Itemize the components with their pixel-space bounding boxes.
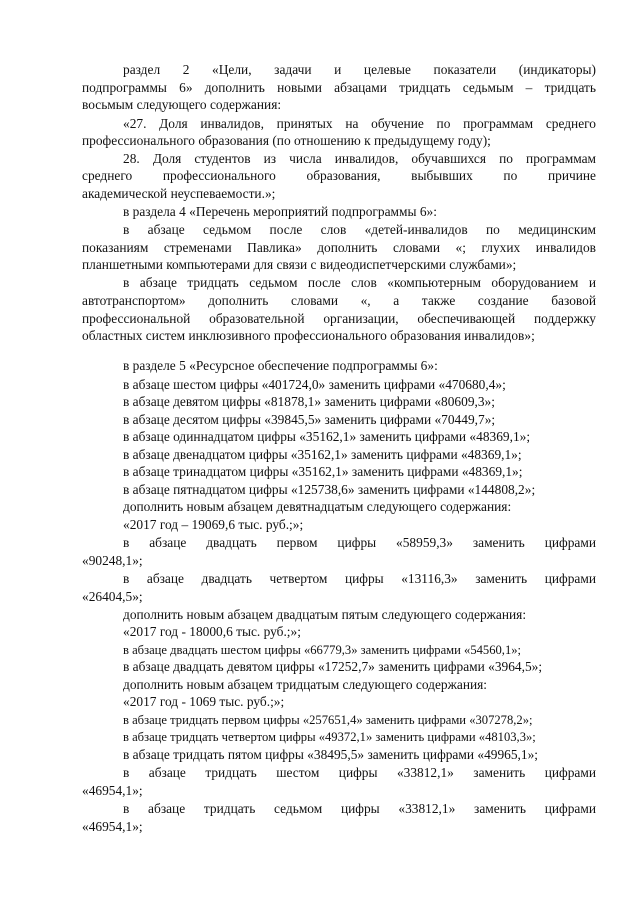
text-line: областных систем инклюзивного профессионального образования инвалидов»; <box>82 328 535 343</box>
text-line: профессиональной образовательной организации, обеспечивающей поддержку <box>82 311 596 326</box>
text-line: в абзаце десятом цифры «39845,5» заменить цифрами «70449,7»; <box>123 412 496 427</box>
text-line: в абзаце седьмом после слов «детей-инвалидов по медицинским <box>123 222 596 237</box>
text-line: в абзаце двадцать шестом цифры «66779,3» заменить цифрами «54560,1»; <box>123 643 522 657</box>
text-line: планшетными компьютерами для связи с видеодиспетчерскими службами»; <box>82 257 517 272</box>
text-line: профессионального образования (по отношению к предыдущему году); <box>82 133 491 148</box>
text-line: в абзаце тридцать седьмом цифры «33812,1» заменить цифрами <box>123 801 596 816</box>
text-line: показаниям стременами Павлика» дополнить словами «; глухих инвалидов <box>82 240 596 255</box>
text-line: в абзаце тридцать четвертом цифры «49372,1» заменить цифрами «48103,3»; <box>123 730 536 744</box>
text-line: в абзаце тридцать первом цифры «257651,4» заменить цифрами «307278,2»; <box>123 713 533 727</box>
text-line: дополнить новым абзацем девятнадцатым следующего содержания: <box>123 499 512 514</box>
text-line: в абзаце тринадцатом цифры «35162,1» заменить цифрами «48369,1»; <box>123 464 523 479</box>
text-line: в абзаце двадцать четвертом цифры «13116,3» заменить цифрами <box>123 571 596 586</box>
text-line: в разделе 5 «Ресурсное обеспечение подпрограммы 6»: <box>123 358 438 373</box>
text-line: автотранспортом» дополнить словами «, а также создание базовой <box>82 293 596 308</box>
text-line: дополнить новым абзацем двадцатым пятым следующего содержания: <box>123 607 527 622</box>
text-line: в абзаце двенадцатом цифры «35162,1» заменить цифрами «48369,1»; <box>123 447 522 462</box>
text-line: «2017 год – 19069,6 тыс. руб.;»; <box>123 517 304 532</box>
text-line: в абзаце двадцать девятом цифры «17252,7» заменить цифрами «3964,5»; <box>123 659 543 674</box>
text-line: «2017 год - 1069 тыс. руб.;»; <box>123 694 285 709</box>
text-line: раздел 2 «Цели, задачи и целевые показатели (индикаторы) <box>123 62 596 77</box>
text-line: в абзаце тридцать седьмом после слов «компьютерным оборудованием и <box>123 275 596 290</box>
text-line: «46954,1»; <box>82 783 143 798</box>
text-line: «90248,1»; <box>82 553 143 568</box>
text-line: в абзаце тридцать пятом цифры «38495,5» заменить цифрами «49965,1»; <box>123 747 538 762</box>
text-line: «46954,1»; <box>82 819 143 834</box>
text-line: дополнить новым абзацем тридцатым следующего содержания: <box>123 677 488 692</box>
text-line: «27. Доля инвалидов, принятых на обучение по программам среднего <box>123 116 596 131</box>
text-line: «26404,5»; <box>82 589 143 604</box>
text-line: 28. Доля студентов из числа инвалидов, обучавшихся по программам <box>123 151 596 166</box>
text-line: академической неуспеваемости.»; <box>82 186 276 201</box>
text-line: среднего профессионального образования, выбывших по причине <box>82 168 596 183</box>
text-line: в абзаце пятнадцатом цифры «125738,6» заменить цифрами «144808,2»; <box>123 482 536 497</box>
text-line: подпрограммы 6» дополнить новыми абзацами тридцать седьмым – тридцать <box>82 80 596 95</box>
text-line: в абзаце одиннадцатом цифры «35162,1» заменить цифрами «48369,1»; <box>123 429 531 444</box>
text-line: в абзаце двадцать первом цифры «58959,3» заменить цифрами <box>123 535 596 550</box>
text-line: в абзаце шестом цифры «401724,0» заменить цифрами «470680,4»; <box>123 377 506 392</box>
text-line: в абзаце девятом цифры «81878,1» заменить цифрами «80609,3»; <box>123 394 495 409</box>
text-line: в абзаце тридцать шестом цифры «33812,1» заменить цифрами <box>123 765 596 780</box>
text-line: восьмым следующего содержания: <box>82 97 282 112</box>
text-line: «2017 год - 18000,6 тыс. руб.;»; <box>123 624 301 639</box>
text-line: в раздела 4 «Перечень мероприятий подпрограммы 6»: <box>123 204 437 219</box>
